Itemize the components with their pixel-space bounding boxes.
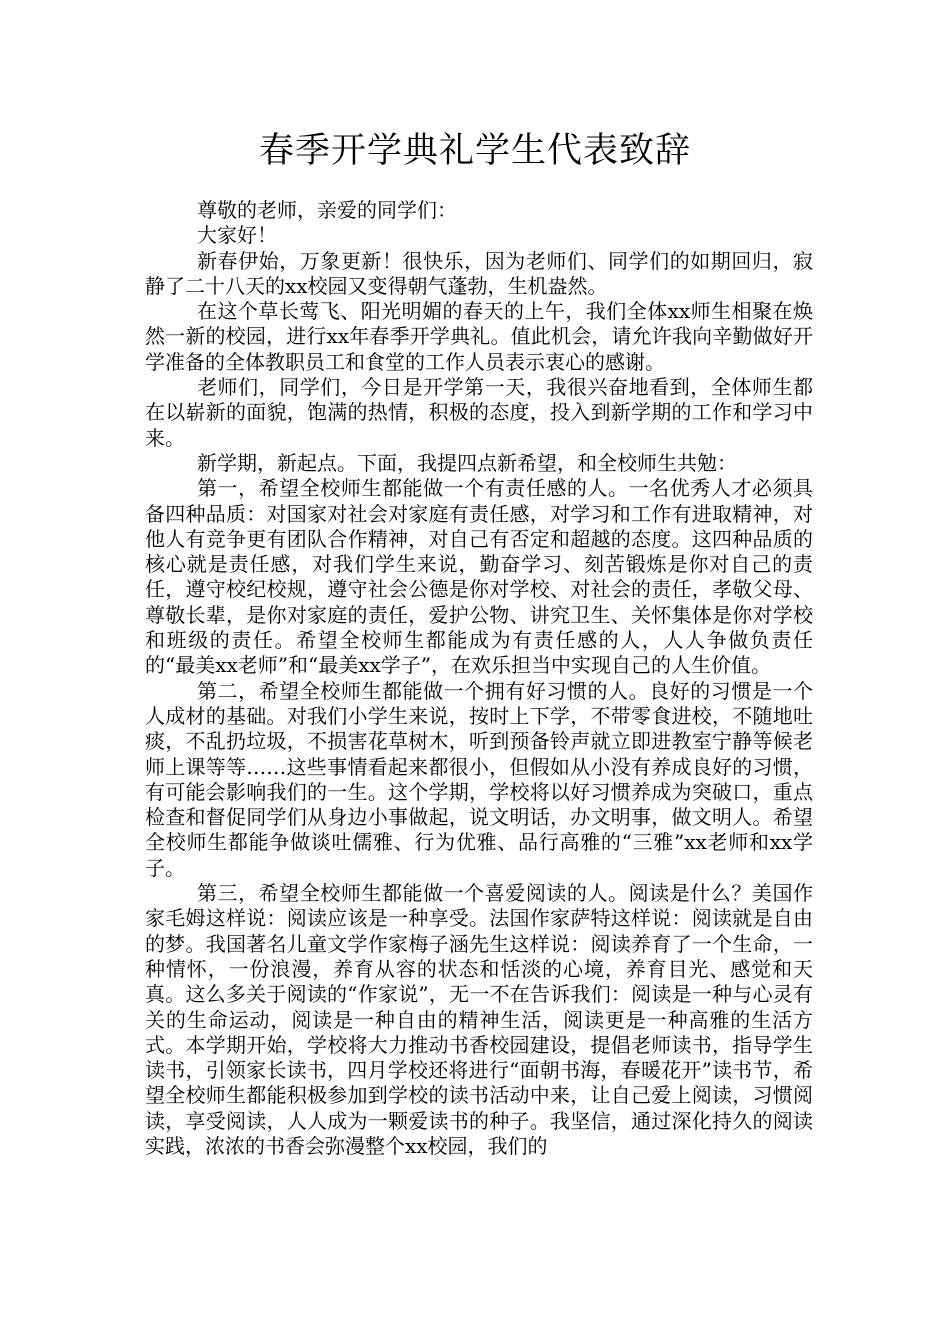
body-paragraph: 新学期，新起点。下面，我提四点新希望，和全校师生共勉： [197,450,737,475]
document-body [145,198,813,1159]
body-paragraph: 新春伊始，万象更新！很快乐，因为老师们、同学们的如期回归，寂静了二十八天的xx校园又变得朝气蓬勃，生机盎然。 [145,248,813,298]
body-paragraph: 老师们，同学们，今日是开学第一天，我很兴奋地看到，全体师生都在以崭新的面貌，饱满的热情，积极的态度，投入到新学期的工作和学习中来。 [145,375,813,450]
salutation-paragraph: 尊敬的老师，亲爱的同学们： [197,198,457,222]
document-title: 春季开学典礼学生代表致辞 [258,131,691,171]
body-paragraph: 第三，希望全校师生都能做一个喜爱阅读的人。阅读是什么？美国作家毛姆这样说：阅读应该是一种享受。法国作家萨特这样说：阅读就是自由的梦。我国著名儿童文学作家梅子涵先生这样说：阅读养育了一个生命，一种情怀，一份浪漫，养育从容的状态和恬淡的心境，养育目光、感觉和天真。这么多关于阅读的“作家说”，无一不在告诉我们：阅读是一种与心灵有关的生命运动，阅读是一种自由的精神生活，阅读更是一种高雅的生活方式。本学期开始，学校将大力推动书香校园建设，提倡老师读书，指导学生读书，引领家长读书，四月学校还将进行“面朝书海，春暖花开”读书节，希望全校师生都能积极参加到学校的读书活动中来，让自己爱上阅读，习惯阅读，享受阅读，人人成为一颗爱读书的种子。我坚信，通过深化持久的阅读实践，浓浓的书香会弥漫整个xx校园，我们的 [145,881,813,1158]
body-paragraph: 第二，希望全校师生都能做一个拥有好习惯的人。良好的习惯是一个人成材的基础。对我们小学生来说，按时上下学，不带零食进校，不随地吐痰，不乱扔垃圾，不损害花草树木，听到预备铃声就立即进教室宁静等候老师上课等等……这些事情看起来都很小，但假如从小没有养成良好的习惯，有可能会影响我们的一生。这个学期，学校将以好习惯养成为突破口，重点检查和督促同学们从身边小事做起，说文明话，办文明事，做文明人。希望全校师生都能争做谈吐儒雅、行为优雅、品行高雅的“三雅”xx老师和xx学子。 [145,678,813,880]
body-paragraph: 第一，希望全校师生都能做一个有责任感的人。一名优秀人才必须具备四种品质：对国家对社会对家庭有责任感，对学习和工作有进取精神，对他人有竞争更有团队合作精神，对自己有否定和超越的态度。这四种品质的核心就是责任感，对我们学生来说，勤奋学习、刻苦锻炼是你对自己的责任，遵守校纪校规，遵守社会公德是你对学校、对社会的责任，孝敬父母、尊敬长辈，是你对家庭的责任，爱护公物、讲究卫生、关怀集体是你对学校和班级的责任。希望全校师生都能成为有责任感的人，人人争做负责任的“最美xx老师”和“最美xx学子”，在欢乐担当中实现自己的人生价值。 [145,476,813,678]
greeting-paragraph: 大家好！ [197,223,277,248]
body-paragraph: 在这个草长莺飞、阳光明媚的春天的上午，我们全体xx师生相聚在焕然一新的校园，进行xx年春季开学典礼。值此机会，请允许我向辛勤做好开学准备的全体教职员工和食堂的工作人员表示衷心的感谢。 [145,299,813,374]
